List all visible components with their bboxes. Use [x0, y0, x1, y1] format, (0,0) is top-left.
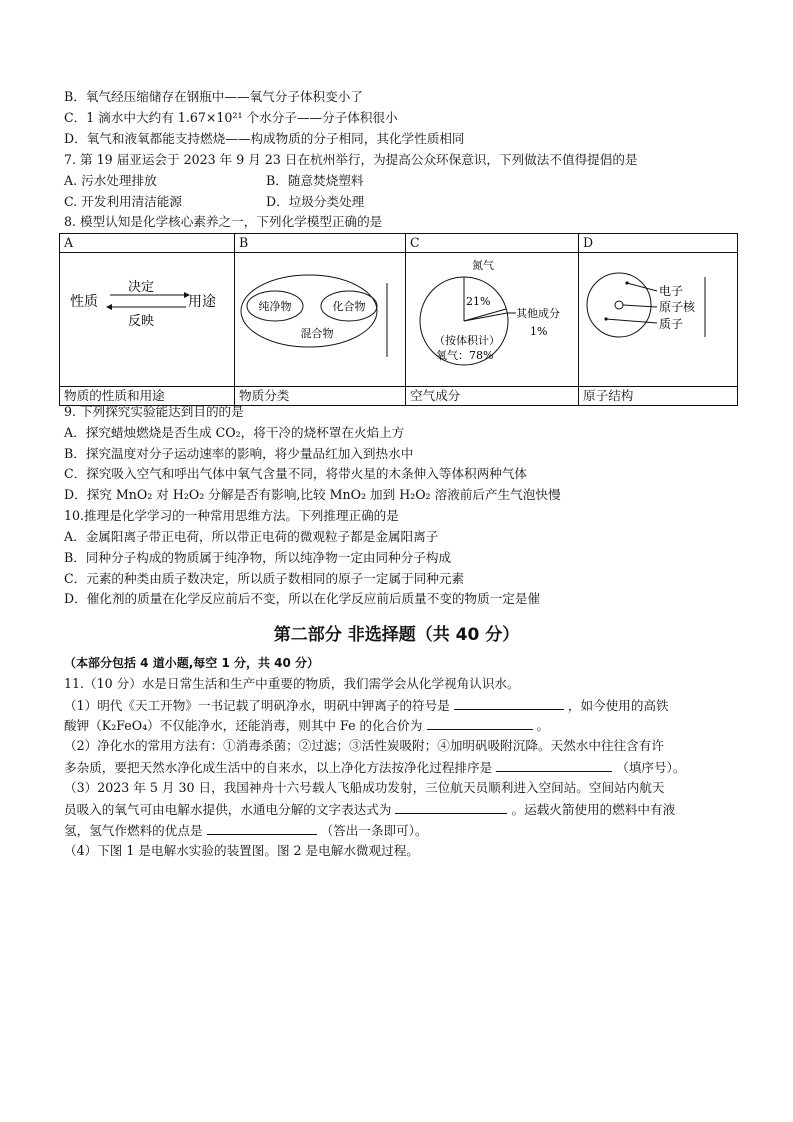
- q7-stem: 7. 第 19 届亚运会于 2023 年 9 月 23 日在杭州举行，为提高公众环保意识，下列做法不值得提倡的是: [64, 152, 638, 167]
- model-d-cell: [579, 253, 738, 387]
- q11-p1a: （1）明代《天工开物》一书记载了明矾净水，明矾中钾离子的符号是: [64, 698, 450, 713]
- q7-option-a: A. 污水处理排放: [64, 173, 157, 188]
- model-c-cell: [406, 253, 579, 387]
- model-a-left: 性质: [70, 294, 98, 310]
- answer-blank-k-ion[interactable]: [454, 696, 564, 710]
- q6-option-c: C．1 滴水中大约有 1.67×10²¹ 个水分子——分子体积很小: [64, 110, 398, 125]
- section-note: （本部分包括 4 道小题,每空 1 分，共 40 分）: [64, 656, 320, 670]
- model-c-n2-pct: 21%: [466, 295, 491, 308]
- q11-p2c: （填序号）。: [616, 760, 686, 775]
- q11-p3c: 。运载火箭使用的燃料中有液: [511, 802, 676, 817]
- q9-option-c: C．探究吸入空气和呼出气体中氧气含量不同，将带火星的木条伸入等体积两种气体: [64, 466, 528, 481]
- q7-option-b: B．随意焚烧塑料: [266, 173, 364, 188]
- model-c-o2: 氧气：78%: [436, 349, 494, 362]
- q11-part4: （4）下图 1 是电解水实验的装置图。图 2 是电解水微观过程。: [64, 843, 419, 858]
- atom-outer: [587, 273, 651, 337]
- q10-option-b: B．同种分子构成的物质属于纯净物，所以纯净物一定由同种分子构成: [64, 550, 452, 565]
- model-b-diagram: [235, 253, 405, 383]
- q11-part3-line2: [64, 800, 675, 819]
- model-c-diagram: [406, 253, 578, 383]
- q8-model-table: [59, 233, 738, 406]
- section-title: 第二部分 非选择题（共 40 分）: [273, 625, 520, 645]
- q9-stem: 9. 下列探究实验能达到目的的是: [64, 404, 244, 419]
- model-c-other: 其他成分: [516, 307, 560, 320]
- model-d-l1: 电子: [659, 284, 684, 298]
- model-b-outer: 混合物: [300, 327, 334, 340]
- q11-part1-line2: [64, 716, 549, 735]
- q11-p3d: 氢，氢气作燃料的优点是: [64, 823, 203, 838]
- q7-option-c: C. 开发利用清洁能源: [64, 194, 182, 209]
- model-c-n2: 氮气: [472, 259, 494, 272]
- model-a-diagram: [60, 253, 234, 383]
- model-c-other-pct: 1%: [530, 325, 548, 338]
- q10-stem: 10.推理是化学学习的一种常用思维方法。下列推理正确的是: [64, 508, 399, 523]
- q6-option-b: B．氧气经压缩储存在钢瓶中——氧气分子体积变小了: [64, 89, 363, 104]
- caption-c: 空气成分: [406, 387, 579, 406]
- q11-stem: 11.（10 分）水是日常生活和生产中重要的物质，我们需学会从化学视角认识水。: [64, 676, 520, 691]
- q10-option-a: A．金属阳离子带正电荷，所以带正电荷的微观粒子都是金属阳离子: [64, 529, 439, 544]
- model-a-right: 用途: [188, 294, 216, 310]
- model-b-inner1: 纯净物: [258, 300, 292, 313]
- q11-p3b: 员吸入的氧气可由电解水提供，水通电分解的文字表达式为: [64, 802, 392, 817]
- model-a-cell: [60, 253, 235, 387]
- answer-blank-order[interactable]: [496, 758, 612, 772]
- answer-blank-fe-valence[interactable]: [427, 716, 533, 730]
- q11-p1c: 酸钾（K₂FeO₄）不仅能净水，还能消毒，则其中 Fe 的化合价为: [64, 718, 423, 733]
- header-c: C: [406, 234, 579, 253]
- caption-a: 物质的性质和用途: [60, 387, 235, 406]
- header-b: B: [235, 234, 406, 253]
- q11-p1d: 。: [536, 718, 550, 733]
- q10-option-c: C．元素的种类由质子数决定，所以质子数相同的原子一定属于同种元素: [64, 571, 465, 586]
- model-d-l3: 质子: [659, 317, 684, 331]
- caption-b: 物质分类: [235, 387, 406, 406]
- answer-blank-h2-advantage[interactable]: [207, 821, 317, 835]
- q8-stem: 8. 模型认知是化学核心素养之一，下列化学模型正确的是: [64, 214, 383, 229]
- arrow-left-icon: [106, 304, 112, 310]
- header-a: A: [60, 234, 235, 253]
- atom-nucleus: [615, 301, 623, 309]
- q10-option-d: D．催化剂的质量在化学反应前后不变，所以在化学反应前后质量不变的物质一定是催: [64, 591, 541, 606]
- header-d: D: [579, 234, 738, 253]
- q6-option-d: D．氧气和液氧都能支持燃烧——构成物质的分子相同，其化学性质相同: [64, 131, 465, 146]
- model-c-note: （按体积计）: [434, 334, 500, 347]
- q11-p3e: （答出一条即可）。: [320, 823, 428, 838]
- model-a-top: 决定: [128, 280, 155, 295]
- model-b-inner2: 化合物: [332, 300, 366, 313]
- answer-blank-expression[interactable]: [395, 800, 507, 814]
- model-d-diagram: [579, 253, 737, 383]
- q7-option-d: D．垃圾分类处理: [266, 194, 365, 209]
- q11-part3-line3: [64, 821, 428, 840]
- q11-part1-line1: [64, 696, 669, 715]
- q11-p2b: 多杂质，要把天然水净化成生活中的自来水，以上净化方法按净化过程排序是: [64, 760, 493, 775]
- caption-d: 原子结构: [579, 387, 738, 406]
- q11-part3-line1: （3）2023 年 5 月 30 日，我国神舟十六号载人飞船成功发射，三位航天员顺利进入空间站。空间站内航天: [64, 780, 665, 795]
- model-a-bottom: 反映: [128, 314, 155, 329]
- model-b-cell: [235, 253, 406, 387]
- q9-option-d: D．探究 MnO₂ 对 H₂O₂ 分解是否有影响,比较 MnO₂ 加到 H₂O₂ 溶液前后产生气泡快慢: [64, 487, 561, 502]
- q9-option-b: B．探究温度对分子运动速率的影响，将少量品红加入到热水中: [64, 446, 414, 461]
- model-d-l2: 原子核: [659, 300, 696, 314]
- q11-p1b: ，如今使用的高铁: [567, 698, 669, 713]
- q9-option-a: A．探究蜡烛燃烧是否生成 CO₂，将干冷的烧杯罩在火焰上方: [64, 425, 405, 440]
- q11-part2-line1: （2）净化水的常用方法有：①消毒杀菌；②过滤；③活性炭吸附；④加明矾吸附沉降。天然水中往往含有许: [64, 738, 664, 753]
- q11-part2-line2: [64, 758, 685, 777]
